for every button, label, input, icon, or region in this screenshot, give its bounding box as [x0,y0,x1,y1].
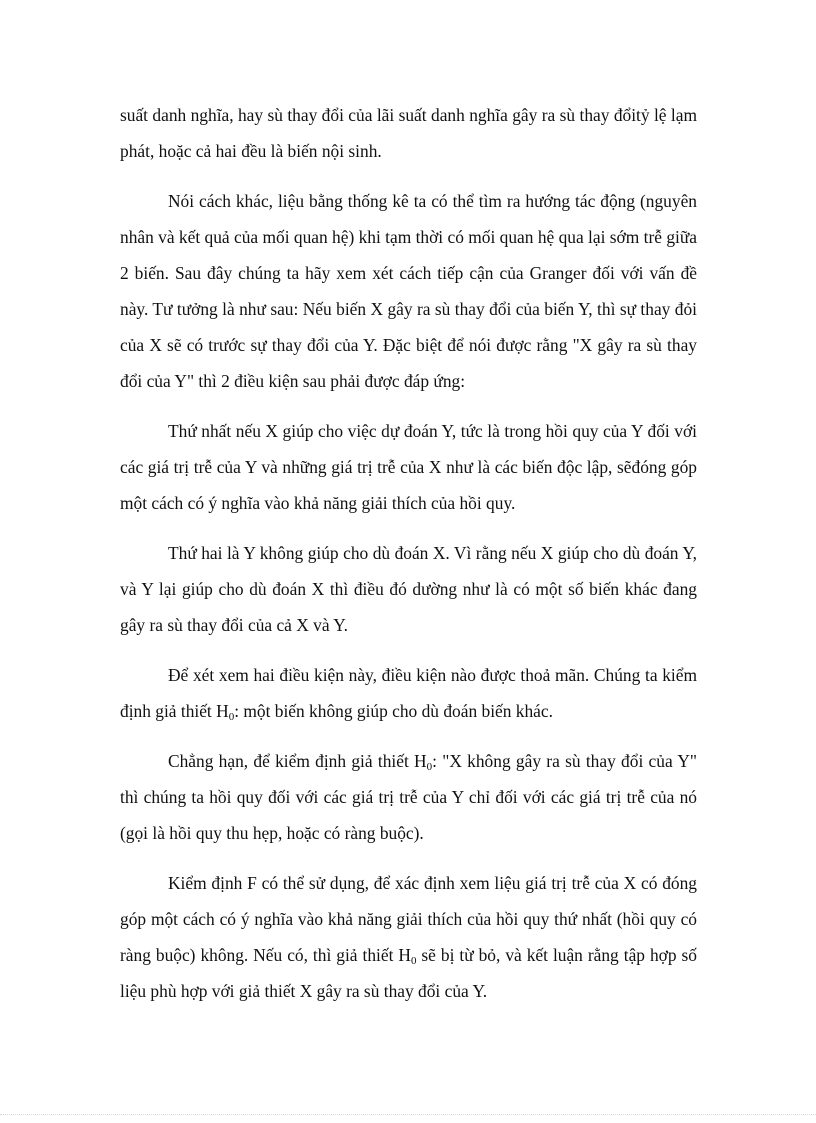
paragraph-text: Thứ nhất nếu X giúp cho việc dự đoán Y, tức là trong hồi quy của Y đối với các giá trị trễ của Y và những giá trị trễ của X như là các biến độc lập, sẽđóng góp một cách có ý nghĩa vào khả năng giải thích của hồi quy. [120,421,697,513]
paragraph-text: Nói cách khác, liệu bằng thống kê ta có thể tìm ra hướng tác động (nguyên nhân và kết quả của mối quan hệ) khi tạm thời có mối quan hệ qua lại sớm trễ giữa 2 biến. Sau đây chúng ta hãy xem xét cách tiếp cận của Granger đối với vấn đề này. Tư tưởng là như sau: Nếu biến X gây ra sù thay đổi của biến Y, thì sự thay đỏi của X sẽ có trước sự thay đổi của Y. Đặc biệt để nói được rằng "X gây ra sù thay đổi của Y" thì 2 điều kiện sau phải được đáp ứng: [120,191,697,391]
paragraph-text: Để xét xem hai điều kiện này, điều kiện nào được thoả mãn. Chúng ta kiểm định giả thiết H [120,665,697,721]
subscript: 0 [410,955,417,967]
paragraph-text: Thứ hai là Y không giúp cho dù đoán X. Vì rằng nếu X giúp cho dù đoán Y, và Y lại giúp cho dù đoán X thì điều đó dường như là có một số biến khác đang gây ra sù thay đổi của cả X và Y. [120,543,697,635]
paragraph-p5 [120,657,697,729]
paragraph-text: suất danh nghĩa, hay sù thay đổi của lãi suất danh nghĩa gây ra sù thay đổitỷ lệ lạm phát, hoặc cả hai đều là biến nội sinh. [120,105,697,161]
subscript: 0 [426,761,433,773]
paragraph-p6 [120,743,697,851]
paragraph-p4 [120,535,697,643]
paragraph-p1 [120,97,697,169]
paragraph-p7 [120,865,697,1009]
page-bottom-divider [0,1114,816,1115]
paragraph-text: : "X không gây ra sù thay đổi của Y" thì chúng ta hồi quy đối với các giá trị trễ của Y chỉ đối với các giá trị trễ của nó (gọi là hồi quy thu hẹp, hoặc có ràng buộc). [120,751,697,843]
body-text [120,97,697,1023]
paragraph-p2 [120,183,697,399]
paragraph-text: : một biến không giúp cho dù đoán biến khác. [234,701,553,721]
subscript: 0 [228,711,235,723]
paragraph-text: Kiểm định F có thể sử dụng, để xác định xem liệu giá trị trễ của X có đóng góp một cách có ý nghĩa vào khả năng giải thích của hồi quy thứ nhất (hồi quy có ràng buộc) không. Nếu có, thì giả thiết H [120,873,697,965]
paragraph-p3 [120,413,697,521]
paragraph-text: sẽ bị từ bỏ, và kết luận rằng tập hợp số liệu phù hợp với giả thiết X gây ra sù thay đổi của Y. [120,945,697,1001]
paragraph-text: Chẳng hạn, để kiểm định giả thiết H [168,751,427,771]
